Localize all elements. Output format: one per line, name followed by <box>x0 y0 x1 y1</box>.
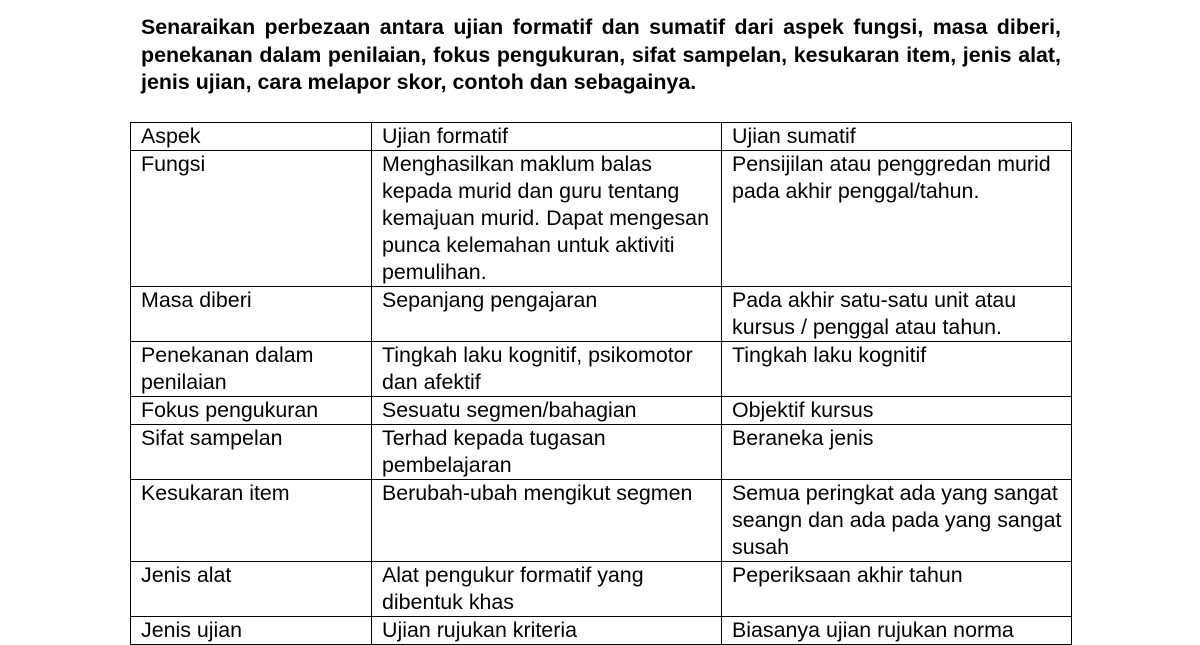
formative-cell: Alat pengukur formatif yang dibentuk khas <box>372 562 722 617</box>
summative-cell: Peperiksaan akhir tahun <box>722 562 1072 617</box>
summative-cell: Semua peringkat ada yang sangat seangn dan ada pada yang sangat susah <box>722 480 1072 562</box>
comparison-table <box>130 122 1072 645</box>
summative-cell: Tingkah laku kognitif <box>722 342 1072 397</box>
aspect-cell: Fokus pengukuran <box>131 397 372 425</box>
formative-cell: Sepanjang pengajaran <box>372 287 722 342</box>
table-row <box>131 151 1072 287</box>
table-row <box>131 342 1072 397</box>
header-aspek: Aspek <box>131 123 372 151</box>
aspect-cell: Sifat sampelan <box>131 425 372 480</box>
aspect-cell: Jenis ujian <box>131 617 372 645</box>
summative-cell: Pensijilan atau penggredan murid pada akhir penggal/tahun. <box>722 151 1072 287</box>
summative-cell: Beraneka jenis <box>722 425 1072 480</box>
table-row <box>131 397 1072 425</box>
formative-cell: Terhad kepada tugasan pembelajaran <box>372 425 722 480</box>
formative-cell: Sesuatu segmen/bahagian <box>372 397 722 425</box>
table-header-row <box>131 123 1072 151</box>
aspect-cell: Masa diberi <box>131 287 372 342</box>
table-row <box>131 287 1072 342</box>
header-ujian-formatif: Ujian formatif <box>372 123 722 151</box>
table-row <box>131 562 1072 617</box>
table-row <box>131 480 1072 562</box>
formative-cell: Berubah-ubah mengikut segmen <box>372 480 722 562</box>
table-row <box>131 425 1072 480</box>
summative-cell: Objektif kursus <box>722 397 1072 425</box>
formative-cell: Tingkah laku kognitif, psikomotor dan afektif <box>372 342 722 397</box>
formative-cell: Menghasilkan maklum balas kepada murid dan guru tentang kemajuan murid. Dapat mengesan punca kelemahan untuk aktiviti pemulihan. <box>372 151 722 287</box>
aspect-cell: Fungsi <box>131 151 372 287</box>
header-ujian-sumatif: Ujian sumatif <box>722 123 1072 151</box>
formative-cell: Ujian rujukan kriteria <box>372 617 722 645</box>
question-text: Senaraikan perbezaan antara ujian formatif dan sumatif dari aspek fungsi, masa diberi, penekanan dalam penilaian, fokus pengukuran, sifat sampelan, kesukaran item, jenis alat, jenis ujian, cara melapor skor, contoh dan sebagainya. <box>141 15 1061 94</box>
aspect-cell: Jenis alat <box>131 562 372 617</box>
summative-cell: Biasanya ujian rujukan norma <box>722 617 1072 645</box>
summative-cell: Pada akhir satu-satu unit atau kursus / penggal atau tahun. <box>722 287 1072 342</box>
aspect-cell: Kesukaran item <box>131 480 372 562</box>
table-row <box>131 617 1072 645</box>
aspect-cell: Penekanan dalam penilaian <box>131 342 372 397</box>
